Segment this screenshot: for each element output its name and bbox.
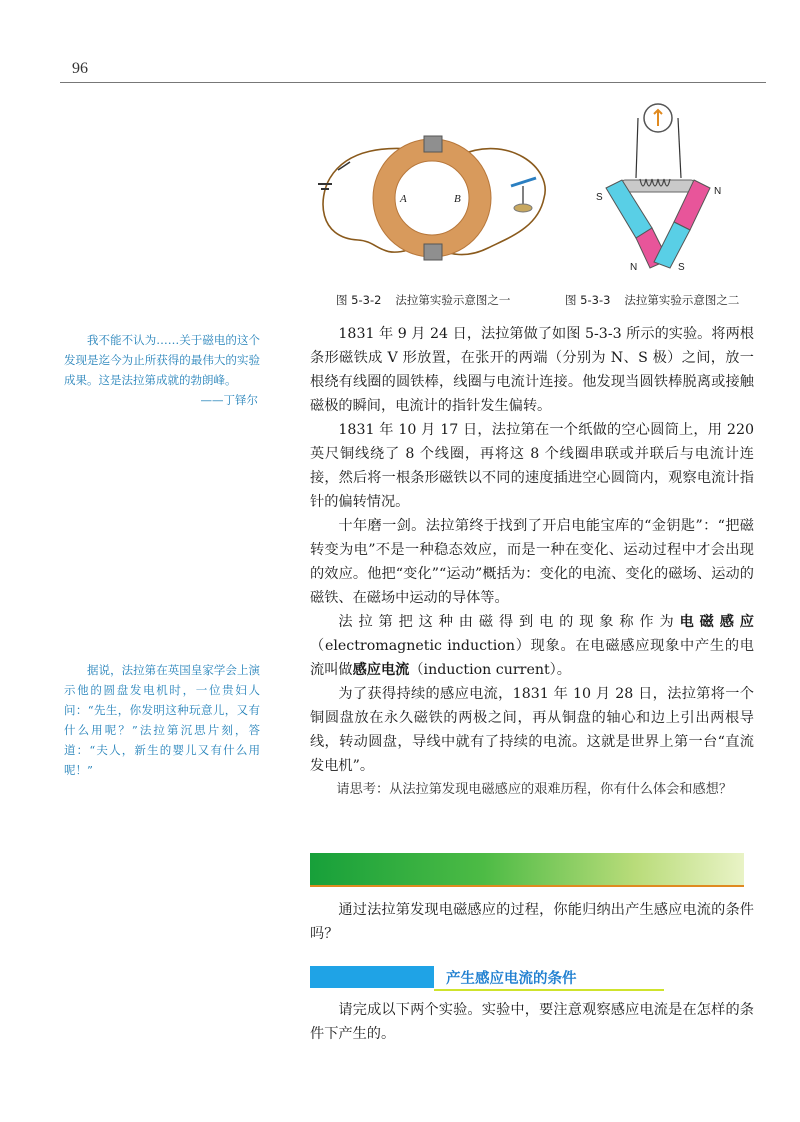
inquiry-question: 通过法拉第发现电磁感应的过程，你能归纳出产生感应电流的条件吗？ <box>310 902 754 942</box>
sidenote-anecdote <box>64 660 260 780</box>
inquiry-banner-rule <box>310 885 744 887</box>
figure-toroid-diagram <box>308 128 558 278</box>
figure-caption-5-3-3 <box>565 292 739 308</box>
pole-label-n-top: N <box>714 186 722 197</box>
compass-base <box>514 204 532 212</box>
definition-text: （electromagnetic induction）现象。在电磁感应现象中产生的电流叫做 <box>310 638 754 678</box>
figure-v-magnet-diagram <box>578 100 746 278</box>
term-electromagnetic-induction: 电磁感应 <box>679 614 754 630</box>
coil-label-b: B <box>454 193 461 205</box>
paragraph-definition <box>310 610 754 682</box>
section-heading: 产生感应电流的条件 <box>446 971 577 987</box>
header-rule <box>60 82 766 83</box>
sidenote-signature: ——丁铎尔 <box>200 393 258 407</box>
iron-rod <box>622 180 694 192</box>
section-heading-bar <box>310 966 434 988</box>
lead-wire-right <box>678 118 681 178</box>
toroid-ring <box>384 150 480 246</box>
pole-label-s-bottom: S <box>678 262 685 273</box>
coil-joint-bottom <box>424 244 442 260</box>
paragraph: 1831 年 10 月 17 日，法拉第在一个纸做的空心圆筒上，用 220 英尺铜线绕了 8 个线圈，再将这 8 个线圈串联或并联后与电流计连接，然后将一根条形磁铁以不同的速度插进空心圆筒内，观察电流计指针的偏转情况。 <box>310 422 754 510</box>
inquiry-banner <box>310 853 744 885</box>
sidenote-quote-text: 我不能不认为……关于磁电的这个发现是迄今为止所获得的最伟大的实验成果。这是法拉第成就的勃朗峰。 <box>64 333 260 387</box>
page-number: 96 <box>72 60 88 77</box>
definition-text: （induction current）。 <box>409 662 571 678</box>
think-question: 请思考：从法拉第发现电磁感应的艰难历程，你有什么体会和感想？ <box>336 782 733 797</box>
sidenote-anecdote-text: 据说，法拉第在英国皇家学会上演示他的圆盘发电机时，一位贵妇人问：“先生，你发明这种玩意儿，又有什么用呢？”法拉第沉思片刻，答道：“夫人，新生的婴儿又有什么用呢！” <box>64 663 260 777</box>
pole-label-n-bottom: N <box>630 262 638 273</box>
section-heading-underline <box>434 989 664 991</box>
paragraph: 为了获得持续的感应电流，1831 年 10 月 28 日，法拉第将一个铜圆盘放在永久磁铁的两极之间，再从铜盘的轴心和边上引出两根导线，转动圆盘，导线中就有了持续的电流。这就是世界上第一台“直流发电机”。 <box>310 686 754 774</box>
figure-number: 图 5-3-2 <box>336 293 382 307</box>
figure-title: 法拉第实验示意图之一 <box>395 293 511 307</box>
coil-label-a: A <box>400 193 407 205</box>
coil-joint-top <box>424 136 442 152</box>
inquiry-text-block <box>310 898 754 946</box>
lead-wire-left <box>636 118 638 178</box>
pole-label-s-top: S <box>596 192 603 203</box>
paragraph: 1831 年 9 月 24 日，法拉第做了如图 5-3-3 所示的实验。将两根条形磁铁成 V 形放置，在张开的两端（分别为 N、S 极）之间，放一根绕有线圈的圆铁棒，线圈与电流计连接。他发现当圆铁棒脱离或接触磁极的瞬间，电流计的指针发生偏转。 <box>310 326 754 414</box>
paragraph: 请完成以下两个实验。实验中，要注意观察感应电流是在怎样的条件下产生的。 <box>310 1002 754 1042</box>
definition-text: 法拉第把这种由磁得到电的现象称作为 <box>338 614 680 630</box>
section-text-block <box>310 998 754 1046</box>
term-induction-current: 感应电流 <box>352 662 410 678</box>
main-text <box>310 322 754 802</box>
figure-title: 法拉第实验示意图之二 <box>624 293 740 307</box>
figure-number: 图 5-3-3 <box>565 293 611 307</box>
compass-needle <box>511 178 536 186</box>
paragraph: 十年磨一剑。法拉第终于找到了开启电能宝库的“金钥匙”：“把磁转变为电”不是一种稳态效应，而是一种在变化、运动过程中才会出现的效应。他把“变化”“运动”概括为：变化的电流、变化的磁场、运动的磁铁、在磁场中运动的导体等。 <box>310 518 754 606</box>
sidenote-quote <box>64 330 260 410</box>
figure-caption-5-3-2 <box>336 292 510 308</box>
